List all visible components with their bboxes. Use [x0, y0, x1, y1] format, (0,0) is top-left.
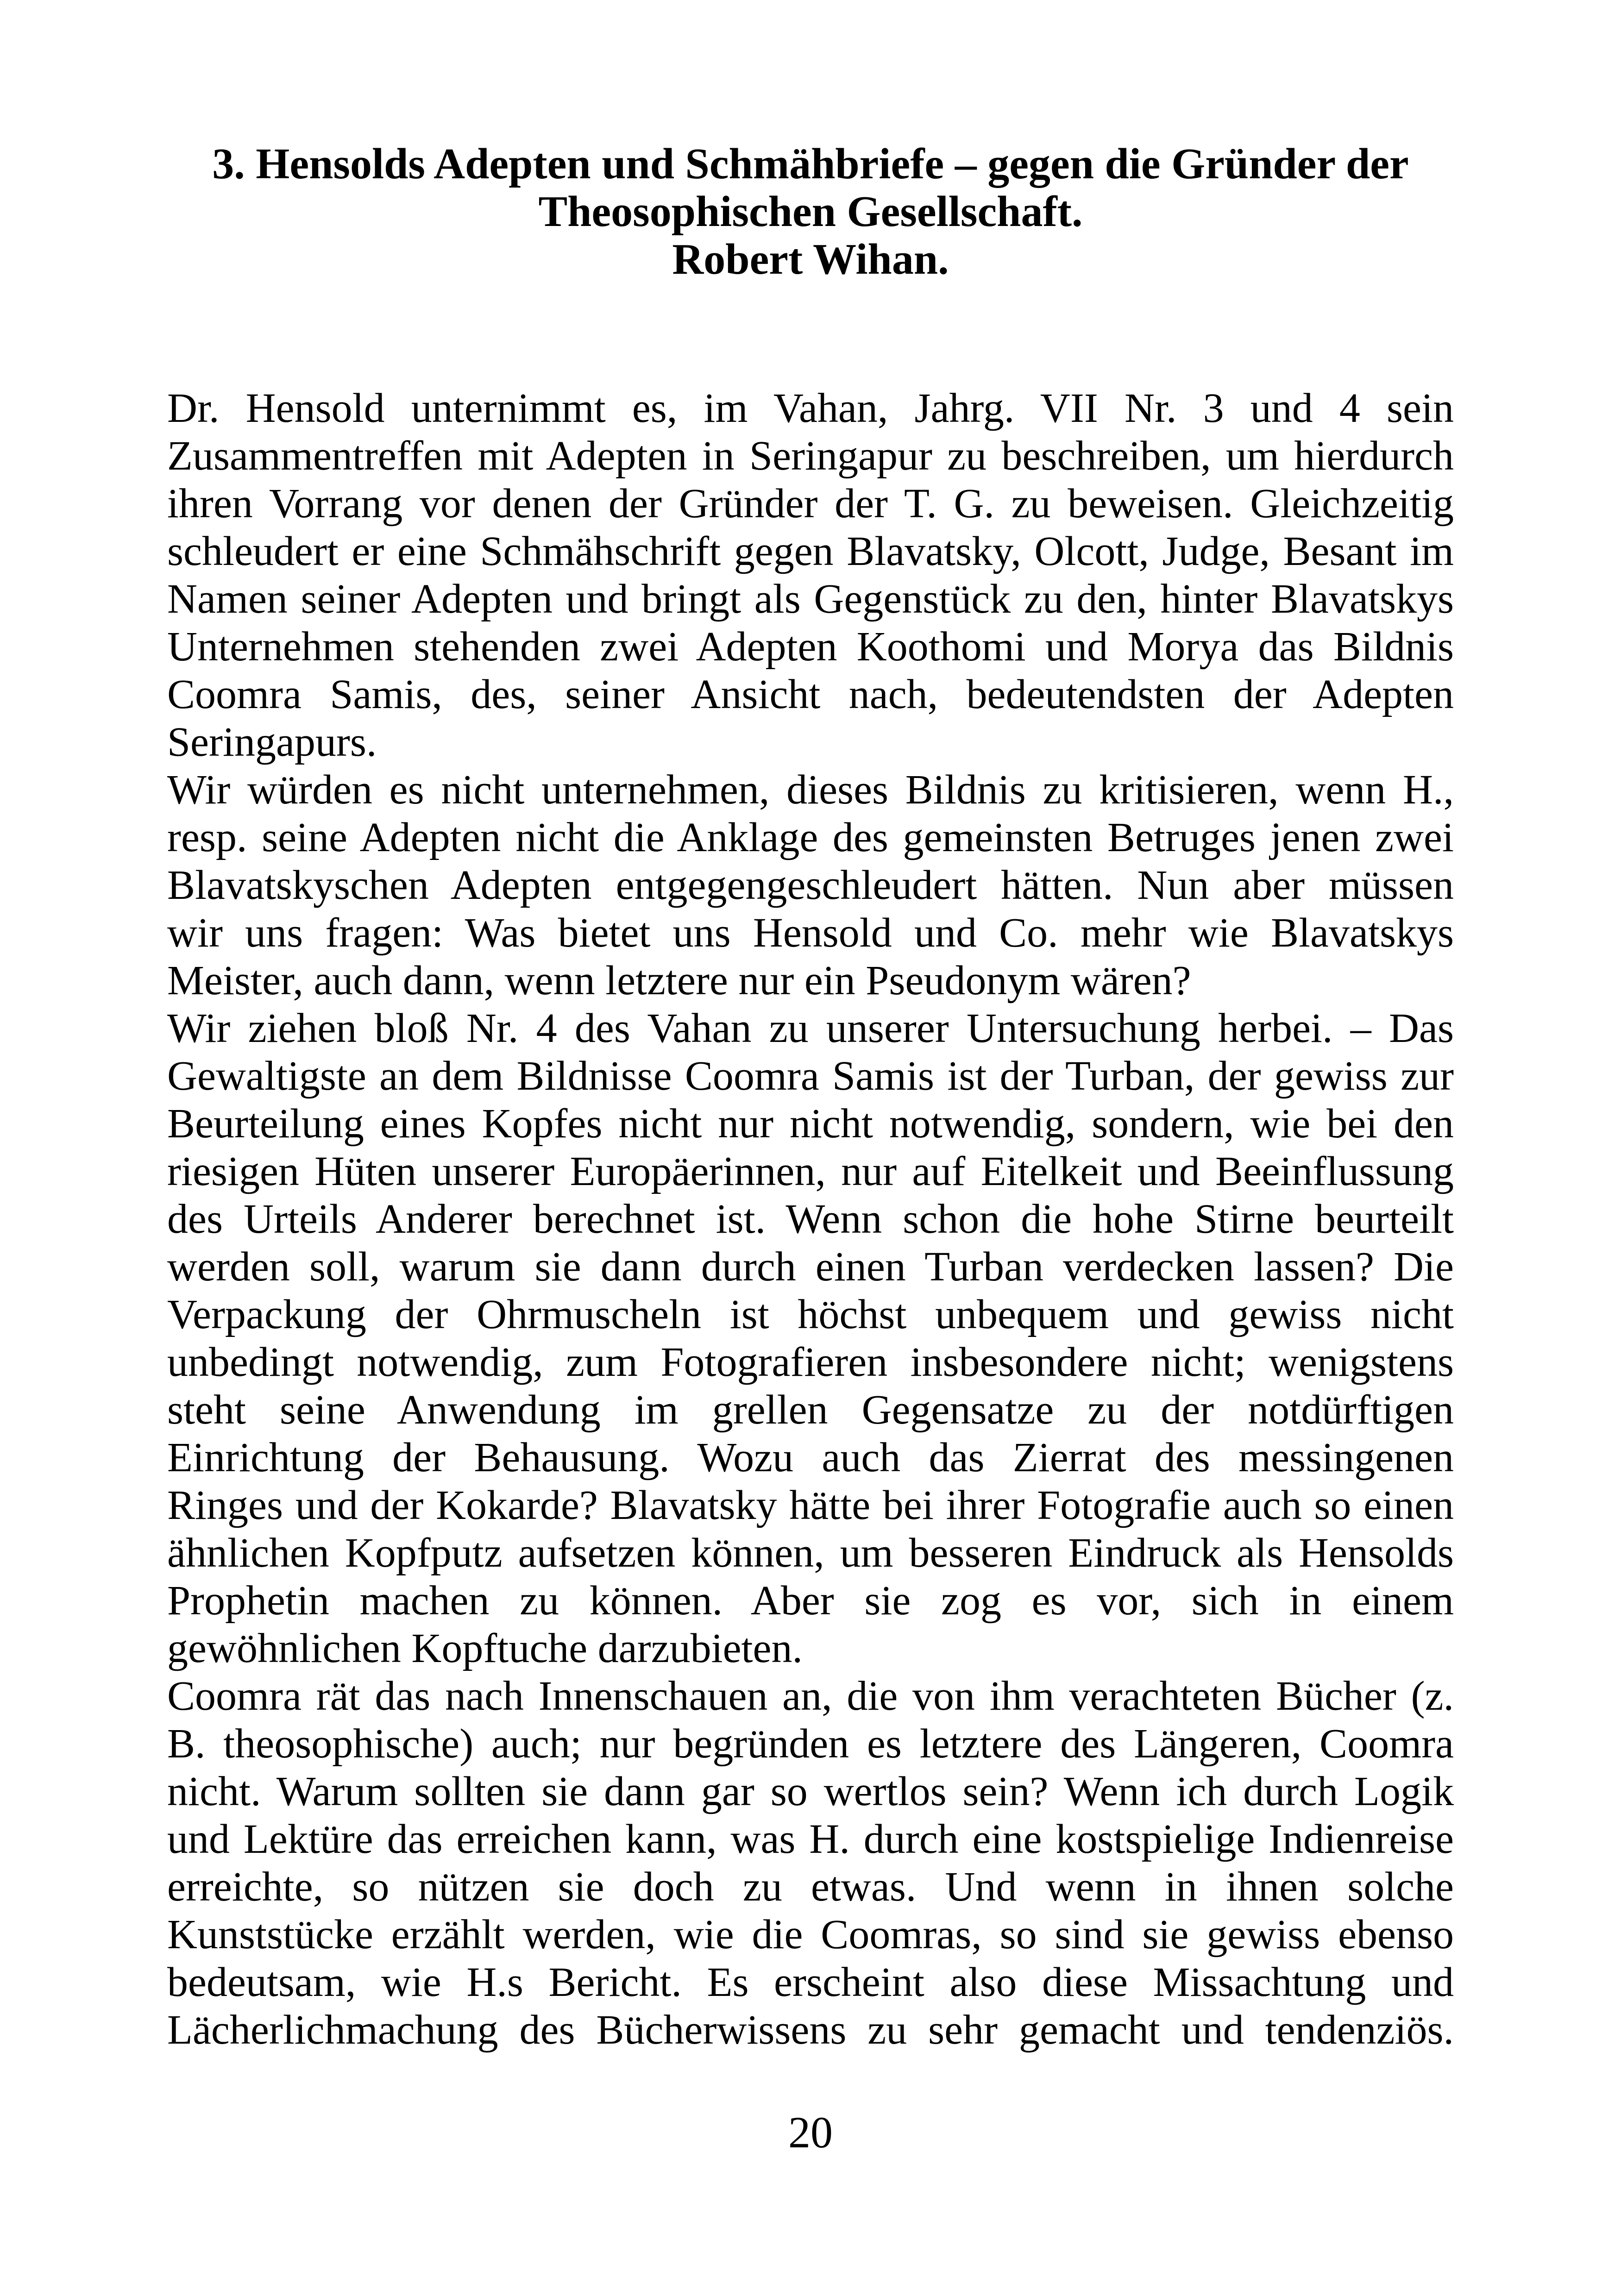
- text-line: Wir würden es nicht unternehmen, dieses Bildnis zu kritisieren, wenn H.,: [167, 767, 1454, 813]
- text-line: Verpackung der Ohrmuscheln ist höchst unbequem und gewiss nicht: [167, 1292, 1454, 1337]
- text-line: Prophetin machen zu können. Aber sie zog es vor, sich in einem: [167, 1578, 1454, 1624]
- text-line: Ringes und der Kokarde? Blavatsky hätte bei ihrer Fotografie auch so einen: [167, 1482, 1454, 1528]
- text-line: wir uns fragen: Was bietet uns Hensold und Co. mehr wie Blavatskys: [167, 910, 1454, 956]
- text-line: riesigen Hüten unserer Europäerinnen, nur auf Eitelkeit und Beeinflussung: [167, 1148, 1454, 1194]
- text-line: gewöhnlichen Kopftuche darzubieten.: [167, 1625, 803, 1671]
- text-line: bedeutsam, wie H.s Bericht. Es erscheint also diese Missachtung und: [167, 1959, 1454, 2005]
- text-line: erreichte, so nützen sie doch zu etwas. Und wenn in ihnen solche: [167, 1864, 1454, 1910]
- paragraph: [167, 1004, 1454, 1672]
- text-line: Meister, auch dann, wenn letztere nur ein Pseudonym wären?: [167, 958, 1191, 1004]
- body-text: [167, 384, 1454, 2054]
- title-line: Theosophischen Gesellschaft.: [538, 188, 1083, 236]
- text-line: B. theosophische) auch; nur begründen es letztere des Längeren, Coomra: [167, 1721, 1454, 1767]
- text-line: Einrichtung der Behausung. Wozu auch das Zierrat des messingenen: [167, 1435, 1454, 1480]
- text-line: Zusammentreffen mit Adepten in Seringapur zu beschreiben, um hierdurch: [167, 433, 1454, 479]
- paragraph: [167, 384, 1454, 766]
- text-line: steht seine Anwendung im grellen Gegensatze zu der notdürftigen: [167, 1387, 1454, 1433]
- text-line: Wir ziehen bloß Nr. 4 des Vahan zu unserer Untersuchung herbei. – Das: [167, 1005, 1454, 1051]
- text-line: nicht. Warum sollten sie dann gar so wertlos sein? Wenn ich durch Logik: [167, 1769, 1454, 1814]
- paragraph: [167, 766, 1454, 1004]
- text-line: unbedingt notwendig, zum Fotografieren insbesondere nicht; wenigstens: [167, 1339, 1454, 1385]
- text-line: und Lektüre das erreichen kann, was H. durch eine kostspielige Indienreise: [167, 1816, 1454, 1862]
- text-line: ihren Vorrang vor denen der Gründer der T. G. zu beweisen. Gleichzeitig: [167, 481, 1454, 527]
- text-line: Beurteilung eines Kopfes nicht nur nicht notwendig, sondern, wie bei den: [167, 1101, 1454, 1147]
- text-line: Kunststücke erzählt werden, wie die Coomras, so sind sie gewiss ebenso: [167, 1912, 1454, 1957]
- text-line: Gewaltigste an dem Bildnisse Coomra Samis ist der Turban, der gewiss zur: [167, 1053, 1454, 1099]
- text-line: Coomra Samis, des, seiner Ansicht nach, bedeutendsten der Adepten: [167, 671, 1454, 717]
- title-line: 3. Hensolds Adepten und Schmähbriefe – gegen die Gründer der: [212, 140, 1409, 188]
- text-line: ähnlichen Kopfputz aufsetzen können, um besseren Eindruck als Hensolds: [167, 1530, 1454, 1576]
- text-line: schleudert er eine Schmähschrift gegen Blavatsky, Olcott, Judge, Besant im: [167, 528, 1454, 574]
- text-line: Dr. Hensold unternimmt es, im Vahan, Jahrg. VII Nr. 3 und 4 sein: [167, 385, 1454, 431]
- paragraph: [167, 1672, 1454, 2054]
- text-line: Namen seiner Adepten und bringt als Gegenstück zu den, hinter Blavatskys: [167, 576, 1454, 622]
- text-line: Coomra rät das nach Innenschauen an, die von ihm verachteten Bücher (z.: [167, 1673, 1454, 1719]
- text-line: werden soll, warum sie dann durch einen Turban verdecken lassen? Die: [167, 1244, 1454, 1290]
- text-line: Lächerlichmachung des Bücherwissens zu sehr gemacht und tendenziös.: [167, 2007, 1454, 2053]
- text-line: Unternehmen stehenden zwei Adepten Koothomi und Morya das Bildnis: [167, 624, 1454, 670]
- text-line: Blavatskyschen Adepten entgegengeschleudert hätten. Nun aber müssen: [167, 862, 1454, 908]
- text-line: Seringapurs.: [167, 719, 377, 765]
- title-author: Robert Wihan.: [672, 235, 949, 283]
- text-line: des Urteils Anderer berechnet ist. Wenn schon die hohe Stirne beurteilt: [167, 1196, 1454, 1242]
- text-line: resp. seine Adepten nicht die Anklage des gemeinsten Betruges jenen zwei: [167, 815, 1454, 860]
- page-title: [0, 0, 1621, 283]
- page-number: 20: [788, 2108, 833, 2157]
